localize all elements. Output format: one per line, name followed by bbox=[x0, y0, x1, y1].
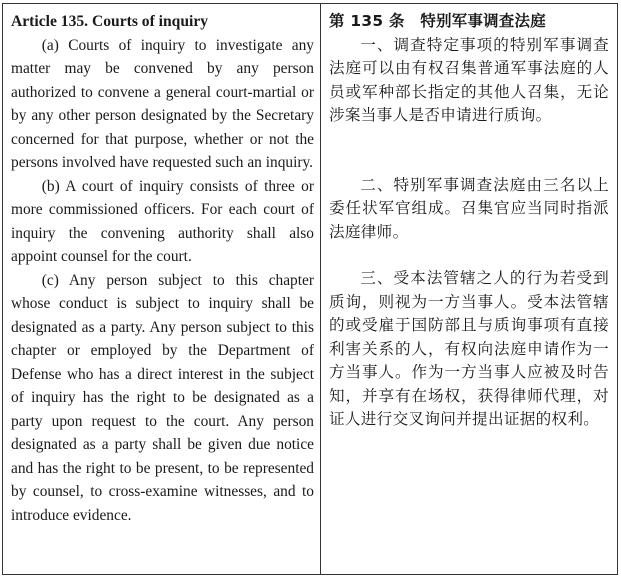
chinese-paragraph-3: 三、受本法管辖之人的行为若受到质询，则视为一方当事人。受本法管辖的或受雇于国防部且与质询事项有直接利害关系的人，有权向法庭申请作为一方当事人。作为一方当事人应被及时告知，并享有在场权，获得律师代理，对证人进行交叉询问并提出证据的权利。 bbox=[329, 269, 609, 428]
english-article-title: Article 135. Courts of inquiry bbox=[11, 13, 209, 30]
chinese-paragraph-2: 二、特别军事调查法庭由三名以上委任状军官组成。召集官应当同时指派法庭律师。 bbox=[329, 175, 609, 241]
english-paragraph-a: (a) Courts of inquiry to investigate any matter may be convened by any person authorized to convene a general court-martial or by any other person designated by the Secretary concerned for that purpose, whether or not the persons involved have requested such an inquiry. bbox=[11, 36, 314, 171]
bilingual-article-table bbox=[2, 3, 618, 575]
chinese-article-title: 第 135 条 特别军事调查法庭 bbox=[329, 12, 546, 30]
chinese-paragraph-1: 一、调查特定事项的特别军事调查法庭可以由有权召集普通军事法庭的人员或军种部长指定的其他人召集，无论涉案当事人是否申请进行质询。 bbox=[329, 35, 609, 124]
english-paragraph-c: (c) Any person subject to this chapter whose conduct is subject to inquiry shall be designated as a party. Any person subject to this chapter or employed by the Department of Defense who has a direct interest in the subject of inquiry has the right to be designated as a party upon request to the court. Any person designated as a party shall be given due notice and has the right to be present, to be represented by counsel, to cross-examine witnesses, and to introduce evidence. bbox=[11, 271, 314, 524]
paragraph-spacer bbox=[329, 244, 609, 267]
chinese-column bbox=[321, 4, 617, 574]
paragraph-spacer bbox=[329, 128, 609, 174]
english-column bbox=[3, 4, 321, 574]
english-paragraph-b: (b) A court of inquiry consists of three or more commissioned officers. For each court of inquiry the convening authority shall also appoint counsel for the court. bbox=[11, 177, 314, 265]
